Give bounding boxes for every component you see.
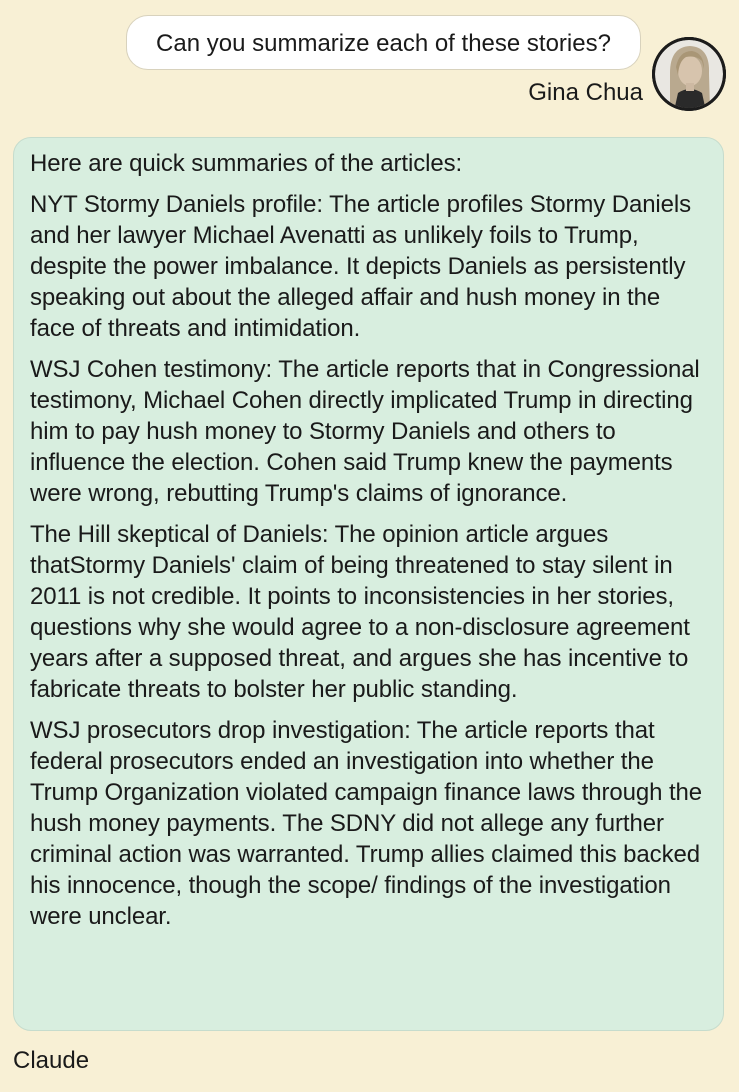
summary-paragraph-wsj-prosecutors: WSJ prosecutors drop investigation: The article reports that federal prosecutors ended an investigation into whether the Trump Organization violated campaign finance laws through the hush money payments. The SDNY did not allege any further criminal action was warranted. Trump allies claimed this backed his innocence, though the scope/ findings of the investigation were unclear. — [30, 717, 703, 930]
assistant-message-bubble — [13, 137, 724, 1031]
summary-paragraph-nyt: NYT Stormy Daniels profile: The article profiles Stormy Daniels and her lawyer Michael Avenatti as unlikely foils to Trump, despite the power imbalance. It depicts Daniels as persistently speaking out about the alleged affair and hush money in the face of threats and intimidation. — [30, 191, 692, 342]
user-avatar-photo-icon — [652, 37, 726, 111]
summary-paragraph-wsj-cohen: WSJ Cohen testimony: The article reports that in Congressional testimony, Michael Cohen directly implicated Trump in directing him to pay hush money to Stormy Daniels and others to influence the election. Cohen said Trump knew the payments were wrong, rebutting Trump's claims of ignorance. — [30, 356, 700, 507]
user-avatar[interactable] — [652, 37, 726, 111]
user-message-text: Can you summarize each of these stories? — [156, 30, 611, 57]
assistant-intro-text: Here are quick summaries of the articles: — [30, 150, 463, 177]
user-name-label: Gina Chua — [528, 79, 643, 106]
user-message-bubble — [126, 15, 641, 70]
summary-paragraph-the-hill: The Hill skeptical of Daniels: The opinion article argues thatStormy Daniels' claim of being threatened to stay silent in 2011 is not credible. It points to inconsistencies in her stories, questions why she would agree to a non-disclosure agreement years after a supposed threat, and argues she has incentive to fabricate threats to bolster her public standing. — [30, 521, 690, 703]
assistant-name-label: Claude — [13, 1047, 90, 1074]
